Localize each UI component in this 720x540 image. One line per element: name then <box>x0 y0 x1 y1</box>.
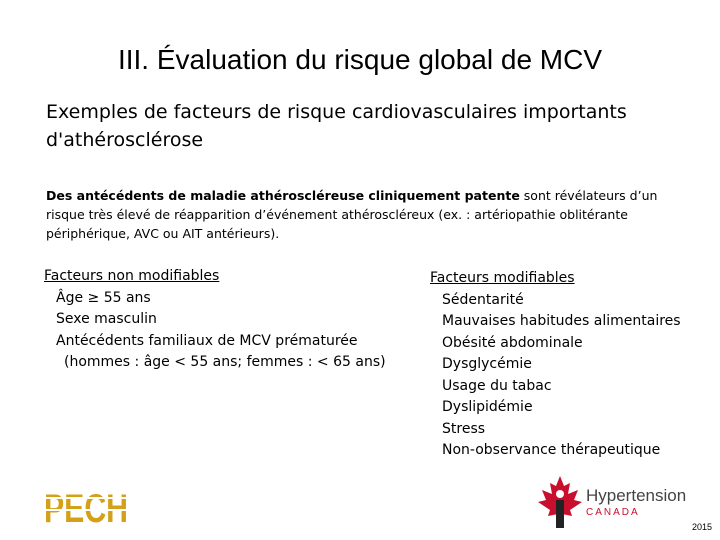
intro-text: sont révélateurs d’un risque très élevé de réapparition d’événement athéroscléreux (ex. : artériopathie oblitérante périphérique, AVC ou AIT antérieurs). <box>46 188 658 241</box>
modifiable-list <box>430 290 710 462</box>
modifiable-heading: Facteurs modifiables <box>430 270 575 286</box>
slide-subtitle: Exemples de facteurs de risque cardiovasculaires importants d'athérosclérose <box>46 101 627 151</box>
intro-bold-text: Des antécédents de maladie athéroscléreuse cliniquement patente <box>46 188 520 203</box>
list-item: Âge ≥ 55 ans <box>56 289 151 306</box>
pech-logo <box>42 484 130 531</box>
hypertension-logo-sub: CANADA <box>586 507 640 518</box>
list-item: Stress <box>442 420 486 437</box>
list-item: Dysglycémie <box>442 356 532 372</box>
hypertension-logo-word: Hypertension <box>586 486 687 505</box>
pech-logo-text: PECH <box>44 487 128 531</box>
maple-leaf-icon <box>536 474 584 530</box>
hypertension-canada-logo <box>536 474 696 530</box>
list-item: Sexe masculin <box>56 311 157 327</box>
non-modifiable-heading: Facteurs non modifiables <box>44 268 220 284</box>
list-item: Usage du tabac <box>442 377 552 394</box>
list-item: Dyslipidémie <box>442 399 533 415</box>
list-item: Non-observance thérapeutique <box>442 442 661 458</box>
non-modifiable-factors <box>44 266 404 374</box>
list-item: (hommes : âge < 55 ans; femmes : < 65 ans) <box>64 354 386 370</box>
intro-paragraph <box>46 186 696 243</box>
modifiable-factors <box>430 268 710 462</box>
list-item: Antécédents familiaux de MCV prématurée <box>56 332 358 349</box>
list-item: Obésité abdominale <box>442 334 583 351</box>
list-item: Mauvaises habitudes alimentaires <box>442 313 681 329</box>
slide-title: III. Évaluation du risque global de MCV <box>117 44 603 75</box>
year-label: 2015 <box>691 522 712 532</box>
list-item: Sédentarité <box>442 291 524 308</box>
non-modifiable-list <box>44 288 404 374</box>
